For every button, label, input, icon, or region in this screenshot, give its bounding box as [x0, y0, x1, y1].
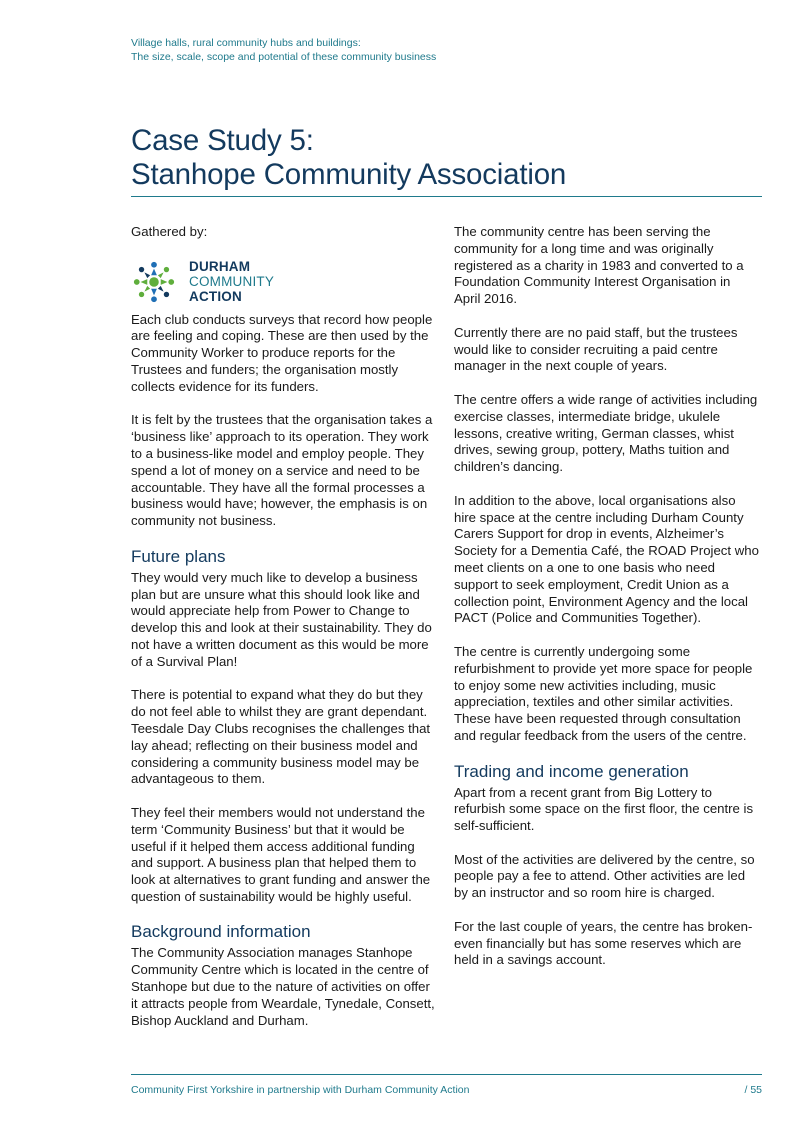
running-header-line-2: The size, scale, scope and potential of these community business: [131, 51, 437, 63]
heading-background-information: Background information: [131, 922, 311, 942]
page-number: / 55: [744, 1084, 762, 1096]
paragraph-surveys: Each club conducts surveys that record how people are feeling and coping. These are then used by the Community Worker to produce reports for the Trustees and funders; the organisation mostly collects evidence for its funders.: [131, 311, 433, 394]
paragraph-community-business-term: They feel their members would not understand the term ‘Community Business’ but that it would be useful if it helped them access additional funding and support. A business plan that helped them to look at alternatives to grant funding and answer the question of sustainability would be highly useful.: [131, 804, 431, 904]
paragraph-business-like: It is felt by the trustees that the organisation takes a ‘business like’ approach to its operation. They work to a business-like model and employ people. They spend a lot of money on a service and need to be accountable. They have all the formal processes a business would have; however, the emphasis is on community not business.: [131, 412, 433, 529]
left-column: [131, 224, 436, 1046]
logo-wordmark: [189, 259, 274, 304]
page-title-line-1: Case Study 5:: [131, 124, 314, 157]
paragraph-reserves: For the last couple of years, the centre has broken-even financially but has some reserves which are held in a savings account.: [454, 918, 753, 968]
gathered-by-label: Gathered by:: [131, 224, 208, 239]
paragraph-history: The community centre has been serving the community for a long time and was originally registered as a charity in 1983 and converted to a Foundation Community Interest Organisation in April 2016.: [454, 224, 744, 307]
running-header-line-1: Village halls, rural community hubs and buildings:: [131, 37, 361, 49]
paragraph-staff: Currently there are no paid staff, but the trustees would like to consider recruiting a paid centre manager in the next couple of years.: [454, 324, 738, 374]
logo-line-action: ACTION: [189, 289, 242, 305]
paragraph-activities: The centre offers a wide range of activities including exercise classes, intermediate bridge, ukulele lessons, creative writing, German classes, whist drives, sewing group, pottery, Maths tuition and children’s dancing.: [454, 391, 758, 475]
paragraph-fees: Most of the activities are delivered by the centre, so people pay a fee to attend. Other activities are led by an instructor and so room hire is charged.: [454, 851, 755, 901]
logo-line-community: COMMUNITY: [189, 274, 275, 290]
title-divider: [131, 196, 762, 197]
durham-community-action-logo: [131, 258, 436, 306]
durham-community-action-logo-icon: [131, 259, 177, 305]
right-column: [454, 224, 759, 986]
running-header: [131, 36, 436, 64]
page-title: [131, 124, 771, 192]
heading-trading-income: Trading and income generation: [454, 761, 689, 781]
logo-line-durham: DURHAM: [189, 259, 251, 275]
paragraph-community-association: The Community Association manages Stanhope Community Centre which is located in the centre of Stanhope but due to the nature of activities on offer it attracts people from Weardale, Tynedale, Consett, Bishop Auckland and Durham.: [131, 945, 435, 1028]
paragraph-grant: Apart from a recent grant from Big Lottery to refurbish some space on the first floor, the centre is self-sufficient.: [454, 784, 754, 834]
paragraph-refurbishment: The centre is currently undergoing some refurbishment to provide yet more space for people to enjoy some new activities including, music appreciation, textiles and other similar activities. These have been requested through consultation and regular feedback from the users of the centre.: [454, 643, 753, 743]
paragraph-potential: There is potential to expand what they do but they do not feel able to whilst they are grant dependant. Teesdale Day Clubs recognises the challenges that lay ahead; reflecting on their business model and considering a community business model may be advantageous to them.: [131, 687, 431, 787]
footer-divider: [131, 1074, 762, 1075]
paragraph-local-organisations: In addition to the above, local organisations also hire space at the centre including Durham County Carers Support for drop in events, Alzheimer’s Society for a Dementia Café, the ROAD Project who meet clients on a one to one basis who need support to seek employment, Credit Union as a collection point, Environment Agency and the local PACT (Police and Communities Together).: [454, 492, 759, 626]
footer-credit: Community First Yorkshire in partnership with Durham Community Action: [131, 1084, 470, 1096]
page-title-line-2: Stanhope Community Association: [131, 158, 567, 191]
heading-future-plans: Future plans: [131, 546, 226, 566]
paragraph-business-plan: They would very much like to develop a business plan but are unsure what this should look like and would appreciate help from Power to Change to develop this and look at their sustainability. They do not have a written document as this would be more of a Survival Plan!: [131, 569, 432, 669]
